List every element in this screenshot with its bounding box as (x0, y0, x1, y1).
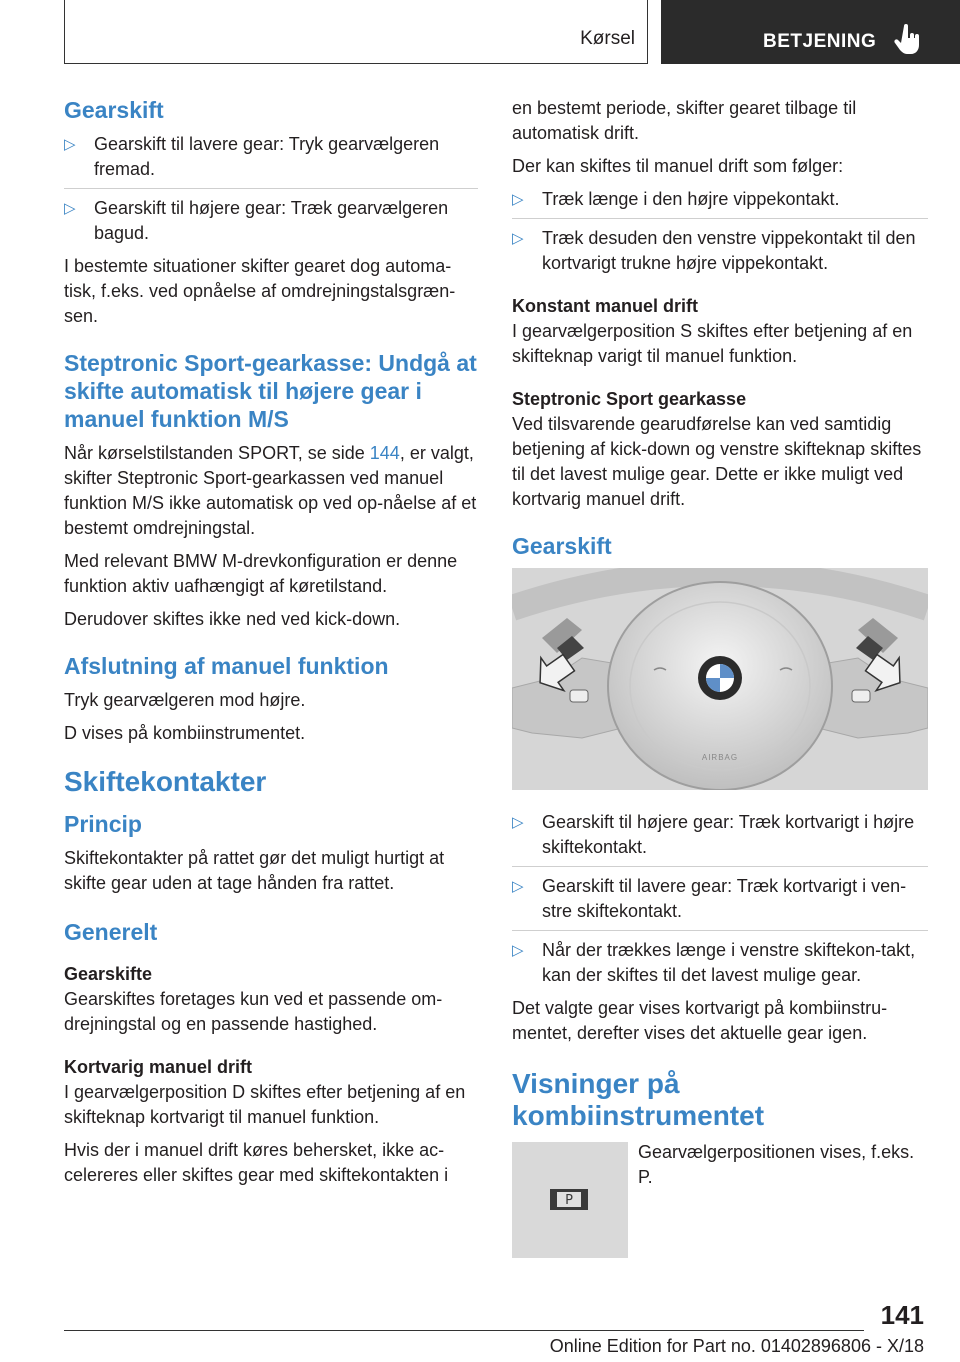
gear-display-letter: P (565, 1193, 573, 1208)
heading-gearskift: Gearskift (64, 97, 164, 123)
triangle-bullet-icon: ▷ (512, 230, 524, 247)
gear-display-block (512, 1140, 928, 1258)
triangle-bullet-icon: ▷ (64, 200, 76, 217)
heading-gearskift-2: Gearskift (512, 533, 612, 559)
header-section-box (64, 0, 648, 64)
heading-visninger: Visninger på kombiinstrumentet (512, 1068, 765, 1131)
triangle-bullet-icon: ▷ (512, 191, 524, 208)
paragraph: I bestemte situationer skifter gearet dog automa-tisk, f.eks. ved opnåelse af omdrejningstalsgræn-sen. (64, 256, 456, 326)
list-item: ▷ Når der trækkes længe i venstre skiftekon-takt, kan der skiftes til det lavest mulige gear. (512, 940, 916, 985)
page-link-144[interactable]: 144 (369, 443, 400, 463)
heading-afslutning: Afslutning af manuel funktion (64, 653, 389, 679)
paragraph: I gearvælgerposition S skiftes efter betjening af en skifteknap varigt til manuel funktion. (512, 321, 913, 366)
hand-pointer-icon (893, 24, 923, 56)
heading-generelt: Generelt (64, 919, 158, 945)
subheading-steptronic-sport: Steptronic Sport gearkasse (512, 389, 747, 409)
list-item: ▷ Træk længe i den højre vippekontakt. (512, 187, 928, 219)
triangle-bullet-icon: ▷ (512, 878, 524, 895)
subheading-gearskifte: Gearskifte (64, 964, 153, 984)
manual-mode-list (512, 187, 928, 276)
paragraph: Det valgte gear vises kortvarigt på kombiinstru-mentet, derefter vises det aktuelle gear igen. (512, 998, 888, 1043)
gear-display-illustration (512, 1142, 628, 1258)
triangle-bullet-icon: ▷ (512, 942, 524, 959)
steering-wheel-illustration (512, 568, 928, 790)
paragraph: Tryk gearvælgeren mod højre. (64, 690, 306, 710)
paragraph: Hvis der i manuel drift køres behersket, ikke ac-celereres eller skiftes gear med skiftekontakten i (64, 1140, 449, 1185)
header-chapter-title: BETJENING (763, 31, 877, 52)
paragraph: Når kørselstilstanden SPORT, se side 144, er valgt, skifter Steptronic Sport-gearkassen ved manuel funktion M/S ikke automatisk op ved op-nåelse af et bestemt omdrejningstal. (64, 443, 477, 538)
heading-steptronic: Steptronic Sport-gearkasse: Undgå at skifte automatisk til højere gear i manuel funktion M/S (64, 350, 477, 432)
list-item: ▷ Gearskift til lavere gear: Træk kortvarigt i ven-stre skiftekontakt. (512, 874, 928, 931)
header-chapter-box (661, 0, 960, 64)
list-item: ▷ Gearskift til højere gear: Træk gearvælgeren bagud. (64, 198, 449, 243)
paragraph: Gearskiftes foretages kun ved et passende om-drejningstal og en passende hastighed. (64, 989, 443, 1034)
gearshift-list (64, 132, 478, 246)
left-column (64, 96, 478, 1196)
list-item: ▷ Træk desuden den venstre vippekontakt til den kortvarigt trukne højre vippekontakt. (512, 228, 916, 273)
triangle-bullet-icon: ▷ (512, 814, 524, 831)
subheading-konstant: Konstant manuel drift (512, 296, 699, 316)
paragraph: I gearvælgerposition D skiftes efter betjening af en skifteknap kortvarigt til manuel funktion. (64, 1082, 466, 1127)
footer-edition: Online Edition for Part no. 01402896806 - X/18 (549, 1336, 924, 1356)
header-section-title: Kørsel (580, 28, 635, 49)
paragraph: Derudover skiftes ikke ned ved kick-down. (64, 609, 401, 629)
right-column (512, 96, 928, 1258)
list-item: ▷ Gearskift til højere gear: Træk kortvarigt i højre skiftekontakt. (512, 810, 928, 867)
paragraph: Der kan skiftes til manuel drift som følger: (512, 156, 844, 176)
paragraph: Gearvælgerpositionen vises, f.eks. P. (638, 1142, 915, 1187)
airbag-label: AIRBAG (701, 753, 739, 762)
page-number: 141 (880, 1300, 924, 1330)
paragraph: Ved tilsvarende gearudførelse kan ved samtidig betjening af kick-down og venstre skifteknap skiftes til det lavest mulige gear. Dette er ikke muligt ved kortvarig manuel drift. (512, 414, 922, 509)
paragraph: Med relevant BMW M-drevkonfiguration er denne funktion aktiv uafhængigt af køretilstand. (64, 551, 458, 596)
paddle-list (512, 810, 928, 988)
triangle-bullet-icon: ▷ (64, 136, 76, 153)
paragraph: D vises på kombiinstrumentet. (64, 723, 306, 743)
footer-divider (64, 1330, 864, 1331)
paragraph: en bestemt periode, skifter gearet tilbage til automatisk drift. (512, 98, 857, 143)
paragraph: Skiftekontakter på rattet gør det muligt hurtigt at skifte gear uden at tage hånden fra rattet. (64, 848, 445, 893)
heading-princip: Princip (64, 811, 142, 837)
subheading-kortvarig: Kortvarig manuel drift (64, 1057, 253, 1077)
heading-skiftekontakter: Skiftekontakter (64, 766, 267, 797)
list-item: ▷ Gearskift til lavere gear: Tryk gearvælgeren fremad. (64, 132, 478, 189)
